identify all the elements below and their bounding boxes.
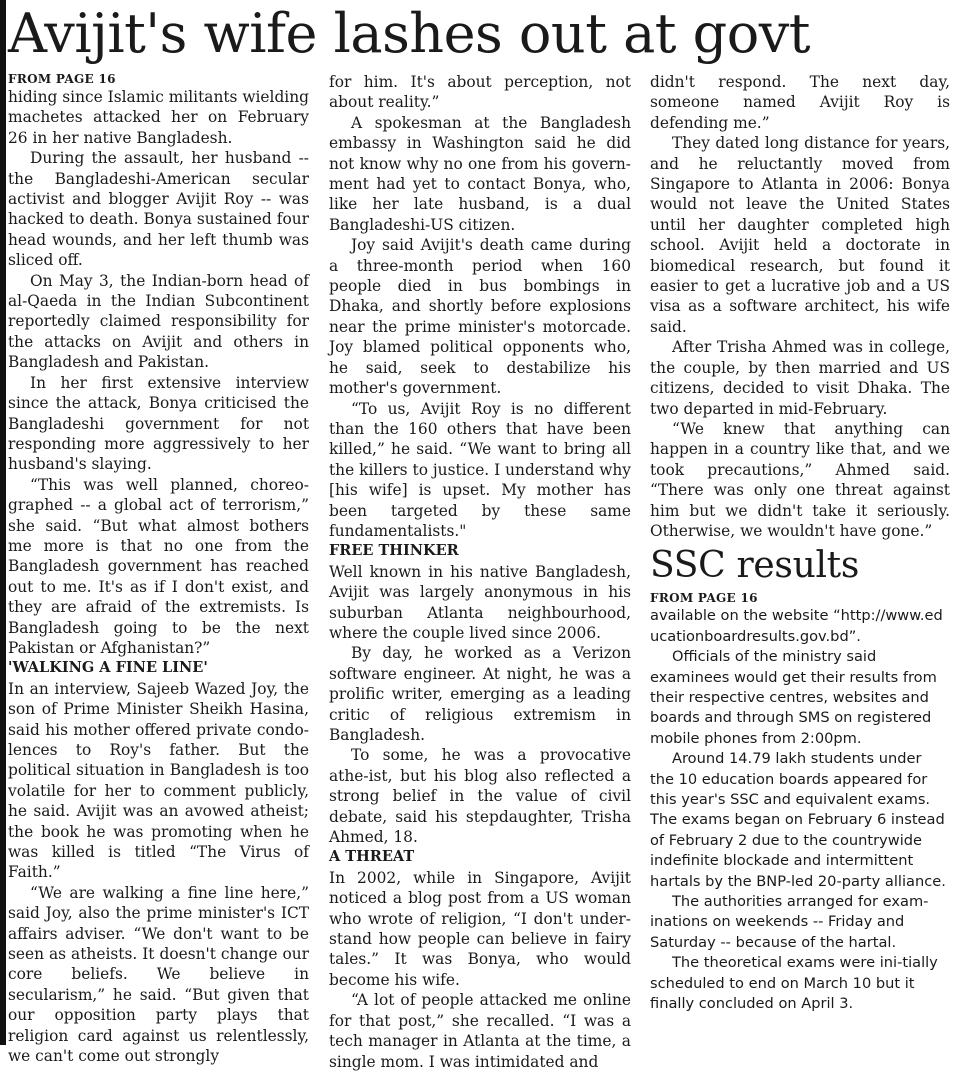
column-3 xyxy=(650,72,950,1014)
paragraph: Officials of the ministry said examinees would get their results from their respective centres, websites and boards and through SMS on registered mobile phones from 2:00pm. xyxy=(650,648,937,747)
from-page-label: FROM PAGE 16 xyxy=(650,591,758,606)
subhead-a-threat: A THREAT xyxy=(329,848,415,866)
paragraph: “This was well planned, choreo-graphed -- a global act of terrorism,” she said. “But what almost bothers me more is that no one from the Bangladesh government has reached out to me. It's as if I don't exist, and they are afraid of the extremists. Is Bangladesh going to be the next Pakistan or Afghanistan?” xyxy=(8,475,309,657)
paragraph: Well known in his native Bangladesh, Avijit was largely anonymous in his suburban Atlanta neighbourhood, where the couple lived since 2006. xyxy=(329,562,631,642)
main-headline: Avijit's wife lashes out at govt xyxy=(8,2,810,65)
column-2 xyxy=(329,72,631,1072)
paragraph: available on the website “http://www.educationboardresults.gov.bd”. xyxy=(650,607,943,645)
paragraph: Around 14.79 lakh students under the 10 education boards appeared for this year's SSC and equivalent exams. The exams began on February 6 instead of February 2 due to the countrywide indefinite blockade and intermittent hartals by the BNP-led 20-party alliance. xyxy=(650,750,946,890)
from-page-label: FROM PAGE 16 xyxy=(8,72,116,86)
paragraph: “We are walking a fine line here,” said Joy, also the prime minister's ICT affairs adviser. “We don't want to be seen as atheists. It doesn't change our core beliefs. We believe in secularism,” he said. “But given that our opposition party plays that religion card against us relentlessly, we can't come out strongly xyxy=(8,883,309,1066)
paragraph: On May 3, the Indian-born head of al-Qaeda in the Indian Subcontinent reportedly claimed responsibility for the attacks on Avijit and others in Bangladesh and Pakistan. xyxy=(8,271,309,372)
paragraph: After Trisha Ahmed was in college, the couple, by then married and US citizens, decided to visit Dhaka. The two departed in mid-February. xyxy=(650,338,950,418)
subhead-free-thinker: FREE THINKER xyxy=(329,542,459,560)
paragraph: “To us, Avijit Roy is no different than the 160 others that have been killed,” he said. “We want to bring all the killers to justice. I understand why [his wife] is upset. My mother has been targeted by these same fundamentalists." xyxy=(329,399,631,540)
paragraph: didn't respond. The next day, someone named Avijit Roy is defending me.” xyxy=(650,73,950,132)
paragraph: By day, he worked as a Verizon software engineer. At night, he was a prolific writer, emerging as a leading critic of religious extremism in Bangladesh. xyxy=(329,644,631,744)
subhead-walking-a-fine-line: 'WALKING A FINE LINE' xyxy=(8,659,208,677)
paragraph: for him. It's about perception, not about reality.” xyxy=(329,73,631,112)
paragraph: In her first extensive interview since the attack, Bonya criticised the Bangladeshi government for not responding more aggressively to her husband's slaying. xyxy=(8,373,309,474)
paragraph: The authorities arranged for exam-inations on weekends -- Friday and Saturday -- because of the hartal. xyxy=(650,893,929,951)
paragraph: A spokesman at the Bangladesh embassy in Washington said he did not know why no one from his govern-ment had yet to contact Bonya, who, like her late husband, is a dual Bangladeshi-US citizen. xyxy=(329,113,631,234)
paragraph: In 2002, while in Singapore, Avijit noticed a blog post from a US woman who wrote of religion, “I don't under-stand how people can believe in fairy tales.” It was Bonya, who would become his wife. xyxy=(329,868,631,989)
ssc-results-headline: SSC results xyxy=(650,545,860,587)
paragraph: During the assault, her husband -- the Bangladeshi-American secular activist and blogger Avijit Roy -- was hacked to death. Bonya sustained four head wounds, and her left thumb was sliced off. xyxy=(8,149,309,270)
paragraph: Joy said Avijit's death came during a three-month period when 160 people died in bus bombings in Dhaka, and shortly before explosions near the prime minister's motorcade. Joy blamed political opponents who, he said, seek to destabilize his mother's government. xyxy=(329,236,631,398)
column-1 xyxy=(8,72,309,1067)
paragraph: “We knew that anything can happen in a country like that, and we took precautions,” Ahmed said. “There was only one threat against him but we didn't take it seriously. Otherwise, we wouldn't have gone.” xyxy=(650,419,950,540)
paragraph: “A lot of people attacked me online for that post,” she recalled. “I was a tech manager in Atlanta at the time, a single mom. I was intimidated and xyxy=(329,991,631,1071)
left-margin-rule xyxy=(0,0,6,1045)
paragraph: The theoretical exams were ini-tially scheduled to end on March 10 but it finally concluded on April 3. xyxy=(650,954,938,1013)
ssc-article-body xyxy=(650,606,950,1014)
paragraph: hiding since Islamic militants wielding machetes attacked her on February 26 in her native Bangladesh. xyxy=(8,88,309,147)
paragraph: They dated long distance for years, and he reluctantly moved from Singapore to Atlanta in 2006: Bonya would not leave the United States until her daughter completed high school. Avijit held a doctorate in biomedical research, but found it easier to get a lucrative job and a US visa as a software architect, his wife said. xyxy=(650,134,950,336)
paragraph: In an interview, Sajeeb Wazed Joy, the son of Prime Minister Sheikh Hasina, said his mother offered private condo-lences to Roy's father. But the political situation in Bangladesh is too volatile for her to comment publicly, he said. Avijit was an avowed atheist; the book he was promoting when he was killed is titled “The Virus of Faith.” xyxy=(8,679,309,882)
paragraph: To some, he was a provocative athe-ist, but his blog also reflected a strong belief in the value of civil debate, said his stepdaughter, Trisha Ahmed, 18. xyxy=(329,746,631,847)
